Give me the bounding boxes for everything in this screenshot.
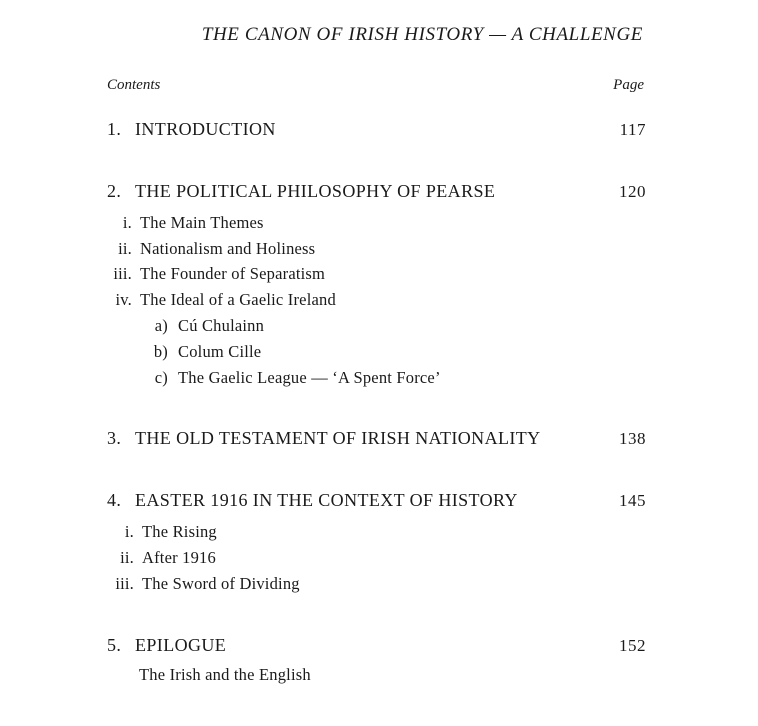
chapter-page-number: 117 <box>619 120 646 139</box>
page-column-label: Page <box>613 77 644 93</box>
section-number: iv. <box>115 290 132 309</box>
section-item <box>102 574 300 594</box>
running-title: THE CANON OF IRISH HISTORY — A CHALLENGE <box>201 24 643 45</box>
chapter-number: 3. <box>107 428 122 448</box>
subsection-title: Colum Cille <box>178 342 262 361</box>
subsection-title: Cú Chulainn <box>178 316 265 335</box>
chapter-page-number: 145 <box>619 491 646 510</box>
subsection-letter: b) <box>153 342 168 361</box>
section-title: The Rising <box>142 522 217 541</box>
section-item <box>102 522 217 542</box>
chapter-4 <box>107 490 646 511</box>
section-item <box>100 290 336 310</box>
section-number: ii. <box>120 548 134 567</box>
section-item <box>100 213 264 233</box>
section-number: ii. <box>118 239 132 258</box>
contents-label: Contents <box>107 77 161 93</box>
chapter-number: 2. <box>107 181 122 201</box>
section-number: iii. <box>115 574 134 593</box>
epilogue-subtitle: The Irish and the English <box>139 665 311 684</box>
chapter-title: THE POLITICAL PHILOSOPHY OF PEARSE <box>135 181 496 201</box>
section-title: Nationalism and Holiness <box>140 239 316 258</box>
chapter-number: 5. <box>107 635 122 655</box>
section-item <box>102 548 216 568</box>
section-number: i. <box>124 522 134 541</box>
chapter-number: 4. <box>107 490 122 510</box>
subsection-letter: a) <box>154 316 168 335</box>
chapter-3 <box>107 428 646 449</box>
subsection-letter: c) <box>154 368 168 387</box>
chapter-5 <box>107 635 646 656</box>
chapter-page-number: 138 <box>619 429 646 448</box>
chapter-title: INTRODUCTION <box>135 119 276 139</box>
subsection-item <box>148 368 441 388</box>
chapter-title: EPILOGUE <box>135 635 227 655</box>
section-title: The Main Themes <box>140 213 264 232</box>
section-title: After 1916 <box>142 548 216 567</box>
section-number: iii. <box>113 264 132 283</box>
subsection-item <box>148 316 264 336</box>
chapter-number: 1. <box>107 119 122 139</box>
chapter-title: EASTER 1916 IN THE CONTEXT OF HISTORY <box>135 490 518 510</box>
section-title: The Ideal of a Gaelic Ireland <box>140 290 336 309</box>
chapter-2 <box>107 181 646 202</box>
chapter-page-number: 120 <box>619 182 646 201</box>
section-number: i. <box>122 213 132 232</box>
chapter-1 <box>107 119 646 140</box>
subsection-item <box>148 342 261 362</box>
chapter-page-number: 152 <box>619 636 646 655</box>
section-item <box>100 264 325 284</box>
section-title: The Sword of Dividing <box>142 574 300 593</box>
section-title: The Founder of Separatism <box>140 264 326 283</box>
chapter-title: THE OLD TESTAMENT OF IRISH NATIONALITY <box>135 428 541 448</box>
subsection-title: The Gaelic League — ‘A Spent Force’ <box>178 368 441 387</box>
section-item <box>100 239 315 259</box>
